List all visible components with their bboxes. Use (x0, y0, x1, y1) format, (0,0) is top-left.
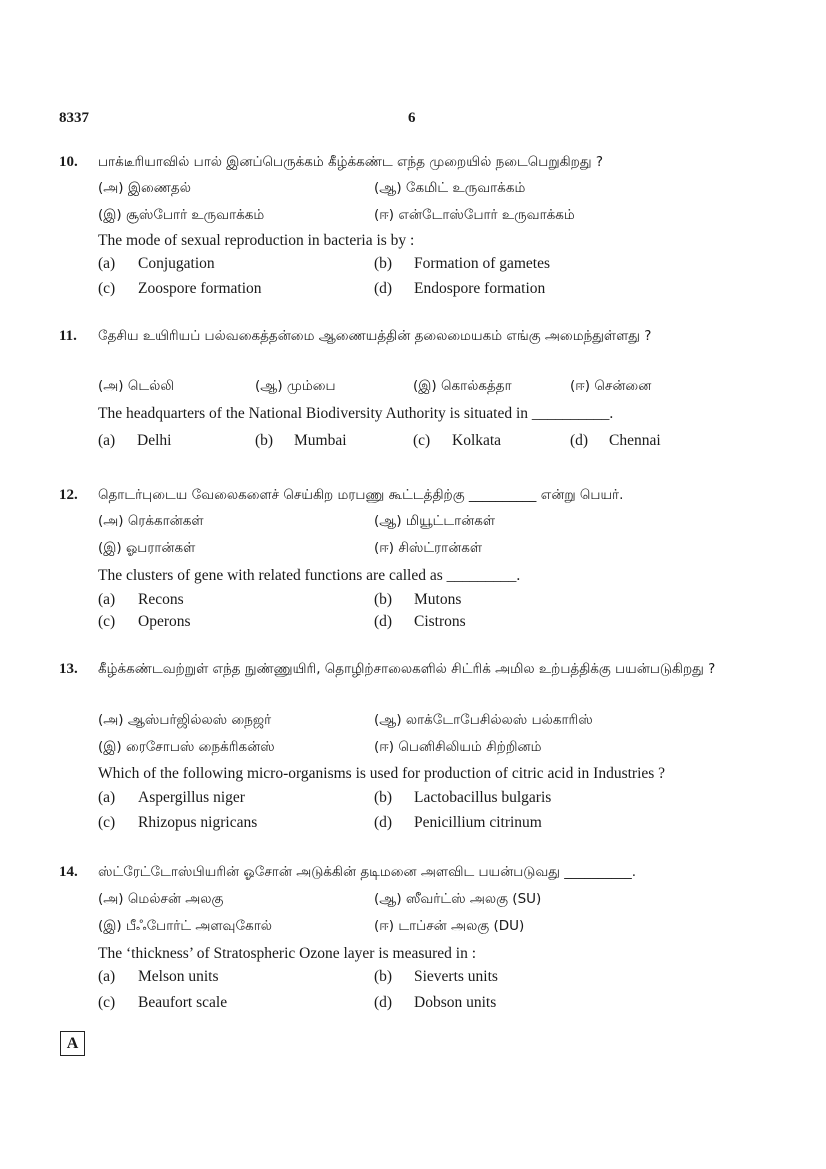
english-option-a: (a) Melson units (98, 968, 219, 985)
english-option-b: (b) Sieverts units (374, 968, 498, 985)
tamil-option-c: (இ) பீஃபோர்ட் அளவுகோல் (98, 918, 272, 934)
english-option-a: (a) Recons (98, 591, 184, 608)
question-number: 13. (59, 661, 78, 677)
english-options (98, 811, 729, 835)
question-text-tamil: கீழ்க்கண்டவற்றுள் எந்த நுண்ணுயிரி, தொழிற்சாலைகளில் சிட்ரிக் அமில உற்பத்திக்கு பயன்படுகிறது ? (98, 661, 716, 677)
english-option-b: (b) Lactobacillus bulgaris (374, 789, 552, 806)
question-number: 10. (59, 154, 78, 170)
english-option-d: (d) Penicillium citrinum (374, 814, 542, 831)
page-number: 6 (408, 110, 416, 126)
booklet-letter-box: A (60, 1031, 85, 1056)
english-options (98, 429, 729, 453)
tamil-option-a: (அ) ரெக்கான்கள் (98, 513, 204, 529)
tamil-options (98, 536, 729, 560)
tamil-options (98, 887, 729, 911)
tamil-options (98, 176, 729, 200)
tamil-option-d: (ஈ) என்டோஸ்போர் உருவாக்கம் (374, 207, 575, 223)
question-text-tamil: ஸ்ட்ரேட்டோஸ்பியரின் ஓசோன் அடுக்கின் தடிமனை அளவிட பயன்படுவது __________. (98, 864, 637, 880)
english-option-c: (c) Rhizopus nigricans (98, 814, 258, 831)
english-option-d: (d) Dobson units (374, 994, 497, 1011)
tamil-options (98, 708, 729, 732)
tamil-option-b: (ஆ) லாக்டோபேசில்லஸ் பல்காரிஸ் (374, 712, 593, 728)
english-options (98, 991, 729, 1015)
english-option-b: (b) Mumbai (255, 432, 347, 449)
english-options (98, 610, 729, 634)
english-options (98, 965, 729, 989)
question-text-tamil: பாக்டீரியாவில் பால் இனப்பெருக்கம் கீழ்க்கண்ட எந்த முறையில் நடைபெறுகிறது ? (98, 154, 604, 170)
tamil-options (98, 509, 729, 533)
tamil-options (98, 735, 729, 759)
english-option-b: (b) Mutons (374, 591, 462, 608)
tamil-options (98, 203, 729, 227)
english-option-a: (a) Conjugation (98, 255, 215, 272)
english-option-c: (c) Operons (98, 613, 191, 630)
english-options (98, 252, 729, 276)
english-options (98, 588, 729, 612)
booklet-code: 8337 (59, 110, 89, 126)
question-text-tamil: தொடர்புடைய வேலைகளைச் செய்கிற மரபணு கூட்டத்திற்கு __________ என்று பெயர். (98, 487, 624, 503)
tamil-option-d: (ஈ) பெனிசிலியம் சிற்றினம் (374, 739, 542, 755)
tamil-option-c: (இ) சூஸ்போர் உருவாக்கம் (98, 207, 265, 223)
page-header (0, 110, 826, 130)
tamil-options (98, 914, 729, 938)
tamil-option-b: (ஆ) கேமிட் உருவாக்கம் (374, 180, 526, 196)
question-text-english: Which of the following micro-organisms is used for production of citric acid in Industries ? (98, 765, 666, 782)
question-text-tamil: தேசிய உயிரியப் பல்வகைத்தன்மை ஆணையத்தின் தலைமையகம் எங்கு அமைந்துள்ளது ? (98, 328, 652, 344)
english-option-d: (d) Cistrons (374, 613, 466, 630)
english-option-d: (d) Endospore formation (374, 280, 546, 297)
question-number: 11. (59, 328, 77, 344)
tamil-option-a: (அ) மெல்சன் அலகு (98, 891, 224, 907)
tamil-option-c: (இ) ரைசோபஸ் நைக்ரிகன்ஸ் (98, 739, 275, 755)
question-text-english: The clusters of gene with related functions are called as _________. (98, 567, 521, 584)
english-option-b: (b) Formation of gametes (374, 255, 551, 272)
english-option-a: (a) Aspergillus niger (98, 789, 245, 806)
english-option-c: (c) Beaufort scale (98, 994, 228, 1011)
question-number: 12. (59, 487, 78, 503)
english-option-c: (c) Kolkata (413, 432, 502, 449)
question-number: 14. (59, 864, 78, 880)
english-options (98, 786, 729, 810)
question-text-english: The headquarters of the National Biodiversity Authority is situated in __________. (98, 405, 614, 422)
english-option-c: (c) Zoospore formation (98, 280, 262, 297)
question-text-english: The mode of sexual reproduction in bacteria is by : (98, 232, 415, 249)
english-options (98, 277, 729, 301)
tamil-option-a: (அ) ஆஸ்பர்ஜில்லஸ் நைஜர் (98, 712, 272, 728)
question-text-english: The ‘thickness’ of Stratospheric Ozone layer is measured in : (98, 945, 477, 962)
tamil-option-b: (ஆ) ஸீவர்ட்ஸ் அலகு (SU) (374, 891, 542, 907)
tamil-option-b: (ஆ) மியூட்டான்கள் (374, 513, 496, 529)
tamil-option-d: (ஈ) சென்னை (570, 378, 652, 394)
english-option-d: (d) Chennai (570, 432, 661, 449)
tamil-option-c: (இ) ஓபரான்கள் (98, 540, 196, 556)
tamil-options (98, 374, 729, 398)
tamil-option-d: (ஈ) சிஸ்ட்ரான்கள் (374, 540, 483, 556)
tamil-option-d: (ஈ) டாப்சன் அலகு (DU) (374, 918, 525, 934)
tamil-option-a: (அ) டெல்லி (98, 378, 175, 394)
tamil-option-a: (அ) இணைதல் (98, 180, 191, 196)
tamil-option-c: (இ) கொல்கத்தா (413, 378, 512, 394)
english-option-a: (a) Delhi (98, 432, 172, 449)
tamil-option-b: (ஆ) மும்பை (255, 378, 336, 394)
